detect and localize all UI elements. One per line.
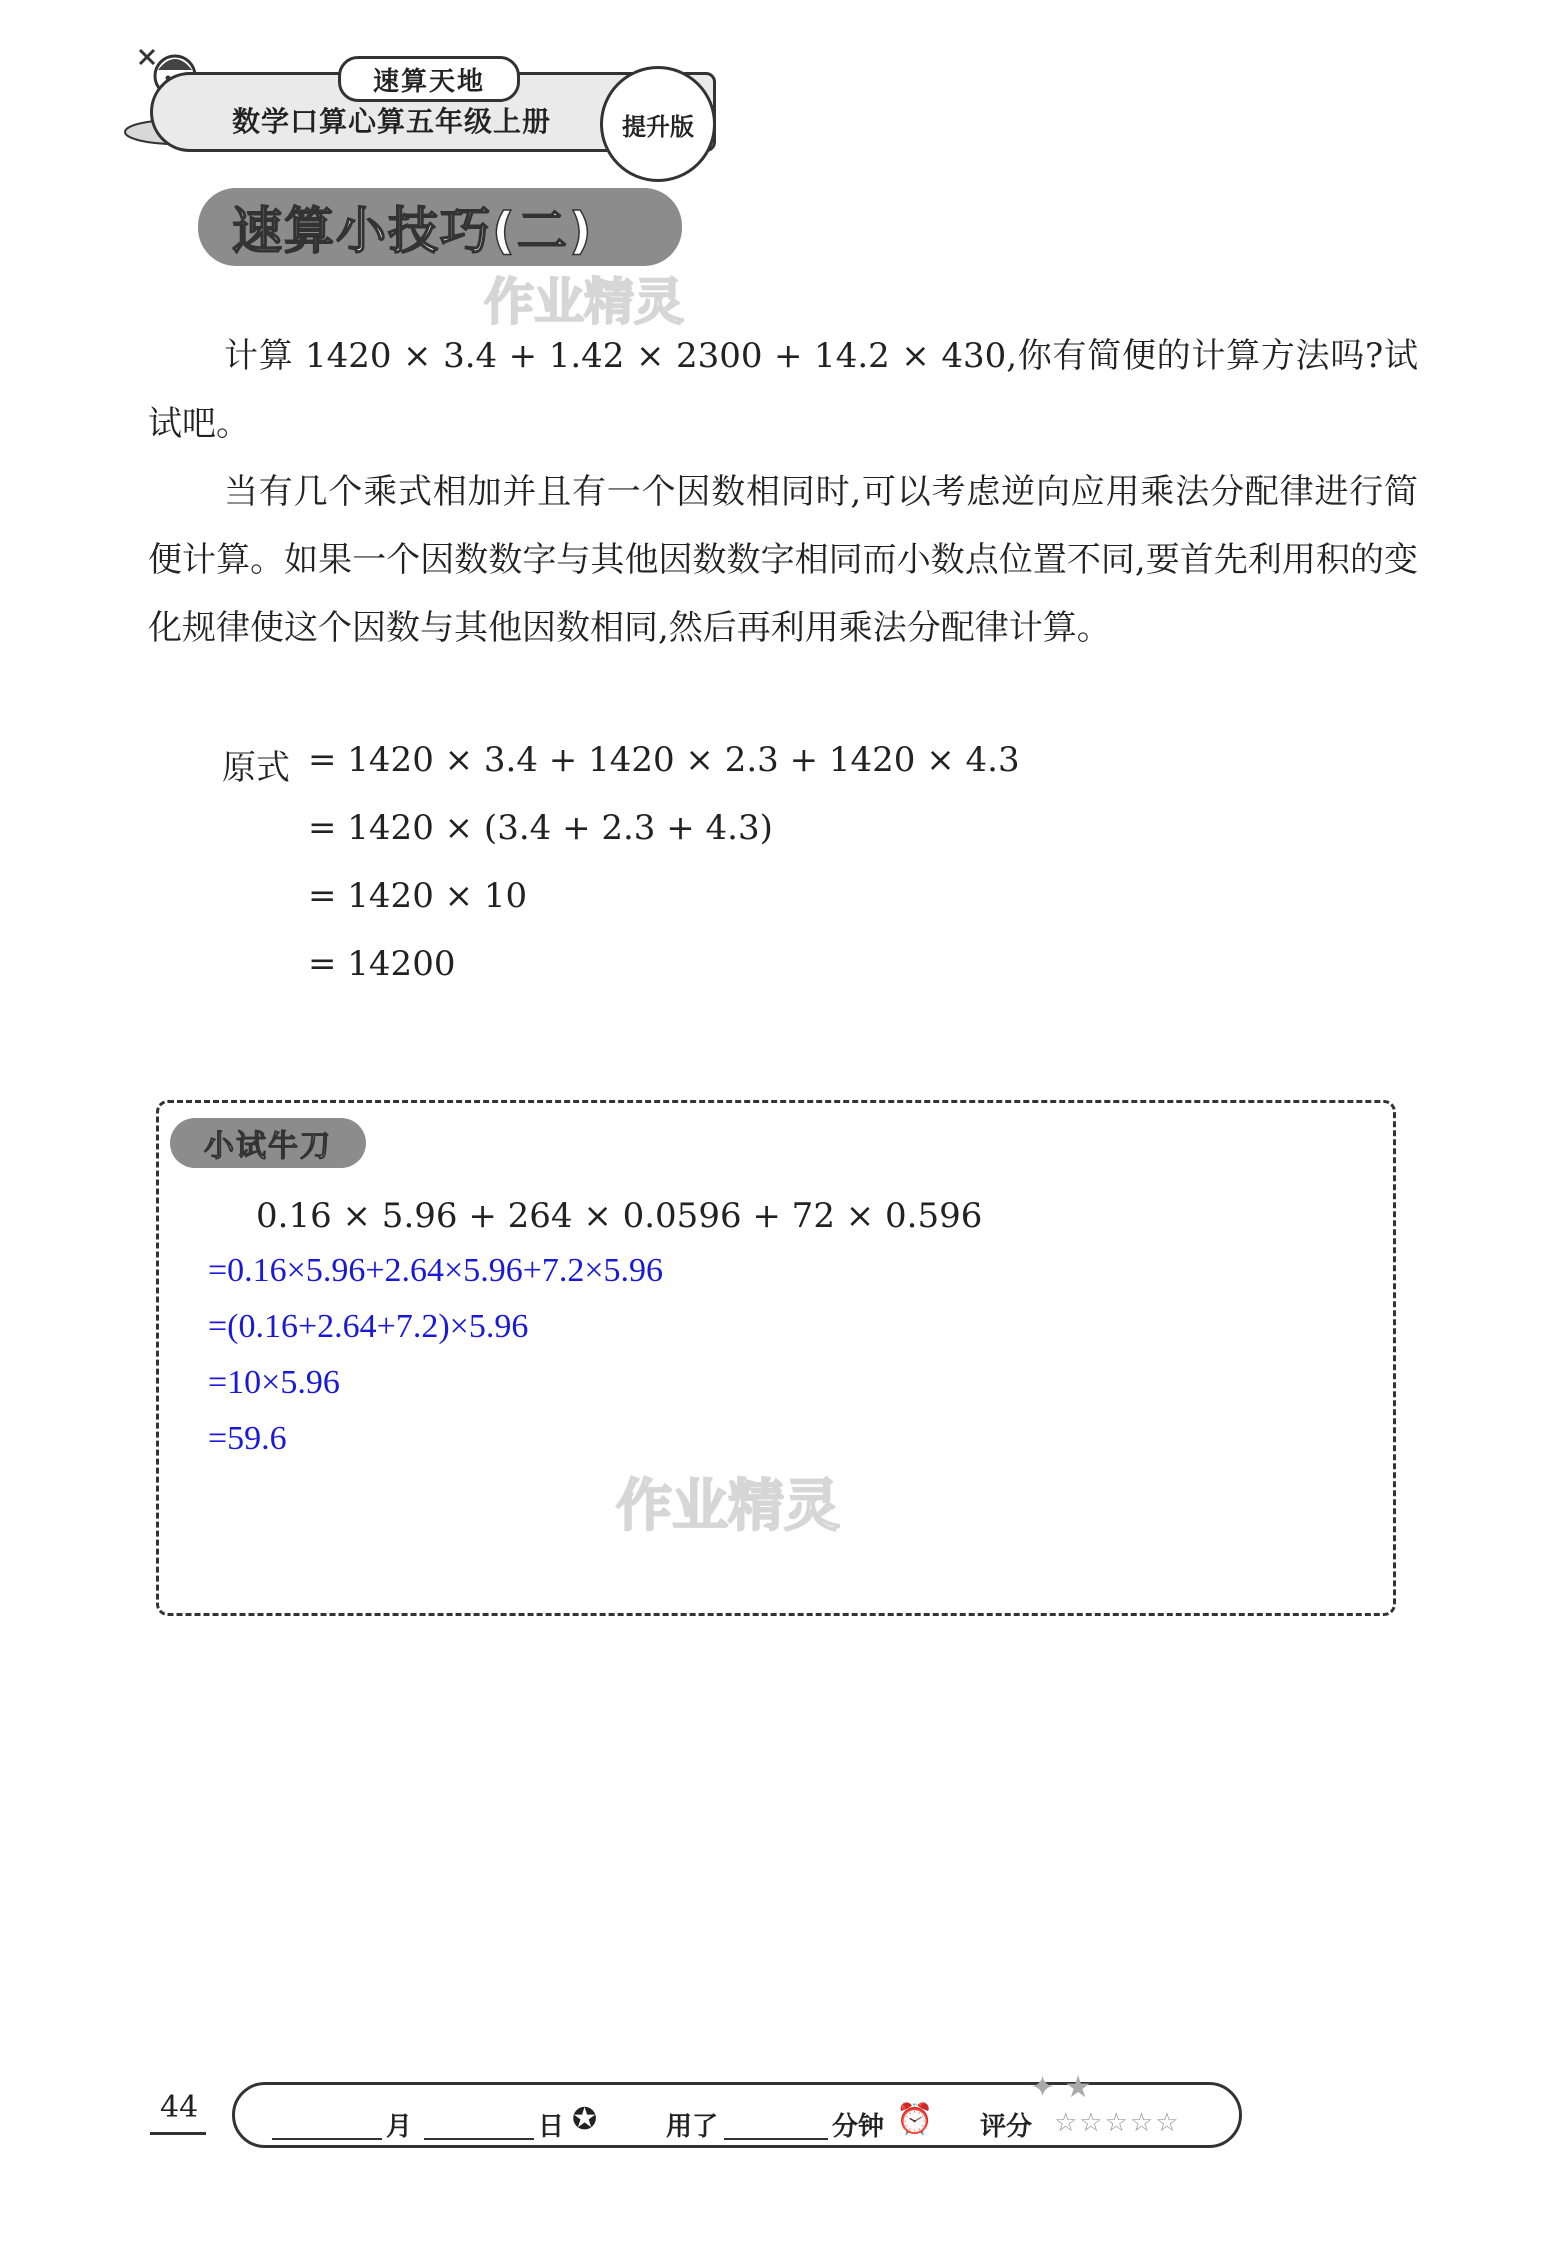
day-blank <box>424 2138 534 2140</box>
medal-icon: ✪ <box>572 2102 598 2137</box>
series-label: 速算天地 <box>338 56 520 102</box>
edition-badge: 提升版 <box>600 66 716 182</box>
day-label: 日 <box>538 2112 565 2142</box>
answer-line: =10×5.96 <box>208 1364 340 1401</box>
month-label: 月 <box>386 2112 413 2142</box>
solution-line: = 1420 × (3.4 + 2.3 + 4.3) <box>308 808 773 848</box>
answer-line: =(0.16+2.64+7.2)×5.96 <box>208 1308 529 1345</box>
rating-stars: ☆☆☆☆☆ <box>1054 2108 1181 2138</box>
practice-label: 小试牛刀 <box>170 1118 366 1168</box>
solution-line: = 1420 × 10 <box>308 876 528 916</box>
answer-line: =0.16×5.96+2.64×5.96+7.2×5.96 <box>208 1252 664 1289</box>
solution-line: = 14200 <box>308 944 456 984</box>
time-used-label: 用了 <box>666 2112 719 2142</box>
star-decoration-icon: ✦ ★ <box>1030 2070 1092 2105</box>
minutes-label: 分钟 <box>832 2112 885 2142</box>
watermark: 作业精灵 <box>616 1474 840 1539</box>
solution-line: = 1420 × 3.4 + 1420 × 2.3 + 1420 × 4.3 <box>308 740 1020 780</box>
answer-line: =59.6 <box>208 1420 287 1457</box>
page-number-underline <box>150 2132 206 2135</box>
section-title: 速算小技巧(二) <box>198 188 682 266</box>
book-title: 数学口算心算五年级上册 <box>232 105 552 138</box>
page-number: 44 <box>160 2090 199 2125</box>
month-blank <box>272 2138 382 2140</box>
intro-question: 计算 1420 × 3.4 + 1.42 × 2300 + 14.2 × 430,你有简便的计算方法吗?试试吧。 <box>148 336 1418 444</box>
alarm-clock-icon: ⏰ <box>896 2102 934 2137</box>
watermark: 作业精灵 <box>484 273 684 331</box>
intro-explanation: 当有几个乘式相加并且有一个因数相同时,可以考虑逆向应用乘法分配律进行简便计算。如果一个因数数字与其他因数数字相同而小数点位置不同,要首先利用积的变化规律使这个因数与其他因数相同,然后再利用乘法分配律计算。 <box>148 472 1418 648</box>
practice-problem: 0.16 × 5.96 + 264 × 0.0596 + 72 × 0.596 <box>256 1196 983 1236</box>
score-label: 评分 <box>980 2112 1033 2142</box>
solution-prefix: 原式 <box>222 748 290 788</box>
minutes-blank <box>724 2138 828 2140</box>
